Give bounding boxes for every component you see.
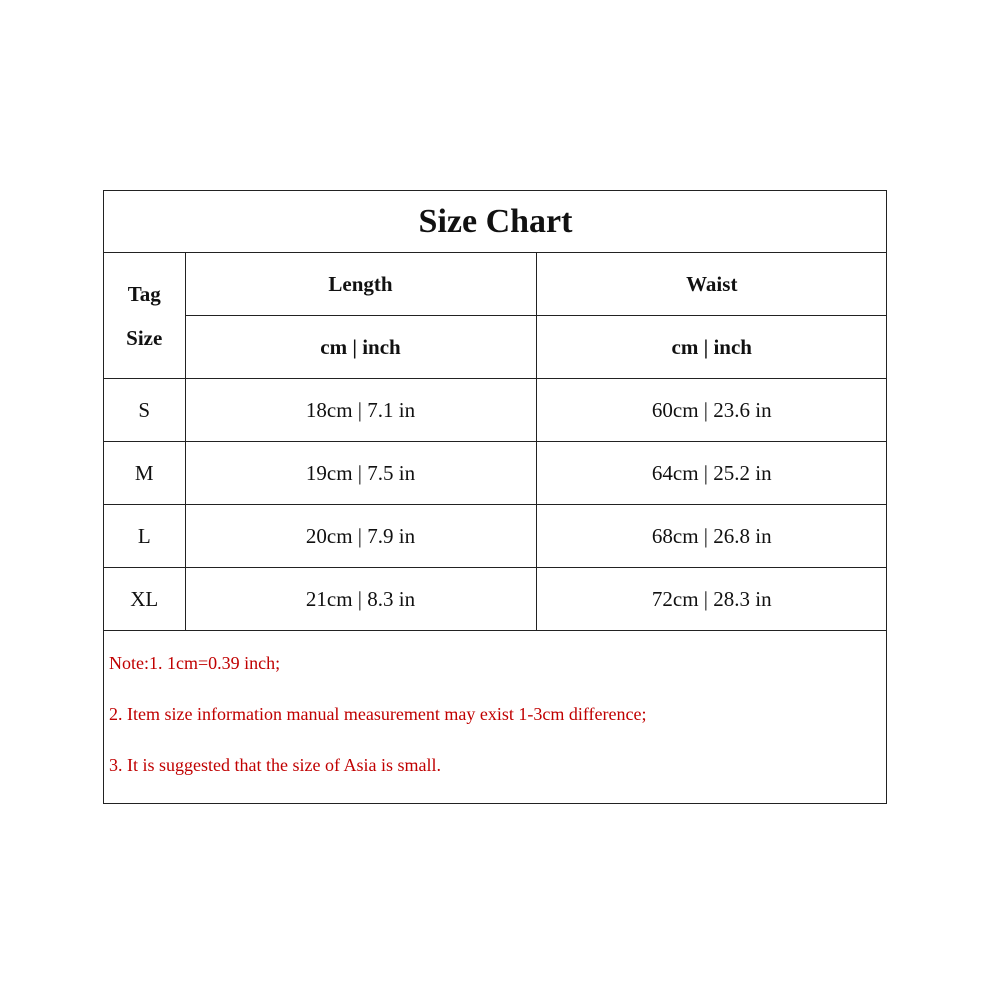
length-unit-header: cm | inch bbox=[185, 316, 536, 379]
waist-unit-header: cm | inch bbox=[536, 316, 887, 379]
length-cell: 21cm | 8.3 in bbox=[185, 568, 536, 631]
size-cell: S bbox=[104, 379, 185, 442]
size-label: Size bbox=[126, 325, 163, 350]
length-header: Length bbox=[185, 253, 536, 316]
note-line: 3. It is suggested that the size of Asia is small. bbox=[109, 755, 441, 775]
size-grid bbox=[104, 191, 887, 630]
size-cell: M bbox=[104, 442, 185, 505]
size-cell: L bbox=[104, 505, 185, 568]
chart-title: Size Chart bbox=[104, 191, 887, 253]
waist-cell: 64cm | 25.2 in bbox=[536, 442, 887, 505]
notes-section bbox=[104, 630, 886, 803]
length-cell: 20cm | 7.9 in bbox=[185, 505, 536, 568]
waist-header: Waist bbox=[536, 253, 887, 316]
table-row bbox=[104, 505, 887, 568]
tag-label: Tag bbox=[127, 281, 161, 306]
table-row bbox=[104, 568, 887, 631]
table-row bbox=[104, 379, 887, 442]
note-line: Note:1. 1cm=0.39 inch; bbox=[109, 653, 281, 673]
waist-cell: 68cm | 26.8 in bbox=[536, 505, 887, 568]
size-cell: XL bbox=[104, 568, 185, 631]
length-cell: 19cm | 7.5 in bbox=[185, 442, 536, 505]
waist-cell: 60cm | 23.6 in bbox=[536, 379, 887, 442]
waist-cell: 72cm | 28.3 in bbox=[536, 568, 887, 631]
note-line: 2. Item size information manual measurement may exist 1-3cm difference; bbox=[109, 704, 647, 724]
size-chart-table bbox=[103, 190, 887, 804]
table-row bbox=[104, 442, 887, 505]
length-cell: 18cm | 7.1 in bbox=[185, 379, 536, 442]
tag-size-header bbox=[104, 253, 185, 379]
